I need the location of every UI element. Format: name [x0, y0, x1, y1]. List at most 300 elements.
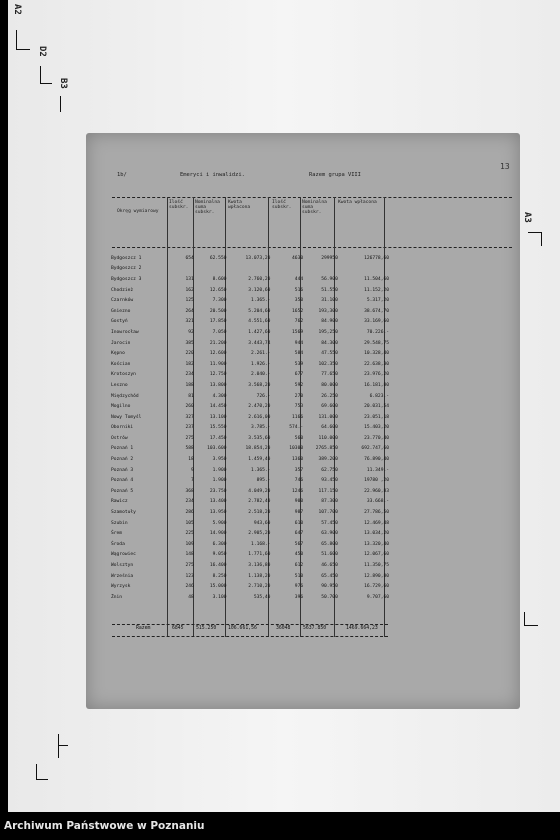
column-count-total: Ilość subskr.	[272, 200, 292, 210]
value-cell: 1246	[292, 488, 304, 494]
table-row	[110, 391, 390, 402]
value-cell: 220	[185, 351, 194, 357]
value-cell: 11.349.-	[366, 467, 389, 473]
value-cell: 33.169,60	[364, 319, 389, 325]
value-cell: 567	[294, 541, 304, 547]
value-cell: 1.771,60	[248, 552, 271, 558]
value-cell: 357	[294, 467, 304, 473]
district-cell: Jarocin	[111, 340, 131, 346]
value-cell: 50.700	[321, 594, 338, 600]
value-cell: 2.261.-	[251, 351, 271, 357]
value-cell	[168, 264, 195, 275]
table-row	[110, 444, 390, 455]
value-cell: 592	[294, 382, 304, 388]
value-cell: 63.900	[321, 531, 338, 537]
district-cell: Inowrocław	[111, 329, 139, 335]
district-cell: Czarnków	[111, 298, 134, 304]
value-cell: 1569	[292, 329, 304, 335]
section-title: Emeryci i inwalidzi.	[180, 172, 245, 178]
value-cell: 1.365.-	[251, 467, 271, 473]
value-cell: 2.518,20	[248, 510, 271, 516]
table-row	[110, 317, 390, 328]
value-cell: 93.450	[321, 478, 338, 484]
value-cell: 125	[185, 298, 194, 304]
value-cell: 610	[294, 520, 304, 526]
value-cell: 275	[185, 563, 194, 569]
value-cell: 8.250	[212, 573, 227, 579]
value-cell: 13.400	[209, 499, 227, 505]
value-cell: 11.350,75	[364, 563, 389, 569]
value-cell	[227, 264, 271, 275]
value-cell: 123	[185, 573, 194, 579]
value-cell: 4.049,20	[248, 488, 271, 494]
value-cell: 80.000	[321, 382, 338, 388]
value-cell: 7.050	[212, 329, 227, 335]
value-cell: 148	[185, 552, 194, 558]
value-cell: 17.850	[209, 319, 227, 325]
table-row	[110, 348, 390, 359]
district-cell: Gniezno	[111, 308, 131, 314]
crop-mark	[58, 745, 68, 746]
value-cell: 117.150	[318, 488, 338, 494]
total-bottom-rule	[112, 636, 388, 637]
value-cell: 105	[185, 520, 194, 526]
value-cell: 15.403,20	[364, 425, 389, 431]
value-cell: 692.747,60	[361, 446, 389, 452]
value-cell: 539	[294, 361, 304, 367]
value-cell: 90.950	[321, 584, 338, 590]
crop-mark	[16, 49, 30, 50]
total-count: 6845	[172, 626, 184, 631]
district-cell: Międzychód	[111, 393, 139, 399]
value-cell: 2765.850	[315, 446, 338, 452]
value-cell: 70.226.-	[366, 329, 389, 335]
value-cell: 3.568,20	[248, 382, 271, 388]
value-cell: 11.152,20	[364, 287, 389, 293]
value-cell: 62.750	[321, 467, 338, 473]
table-row	[110, 465, 390, 476]
district-cell: Środa	[111, 541, 125, 547]
district-cell: Poznań 5	[111, 488, 134, 494]
table-row	[110, 338, 390, 349]
value-cell: 16.729,60	[364, 584, 389, 590]
value-cell: 8.600	[212, 276, 227, 282]
value-cell: 109	[185, 541, 194, 547]
value-cell: 5.900	[212, 520, 227, 526]
value-cell: 389.200	[318, 457, 338, 463]
value-cell: 450	[294, 552, 304, 558]
value-cell: 27.786,50	[364, 510, 389, 516]
value-cell: 1.900	[212, 478, 227, 484]
value-cell: 396	[294, 594, 304, 600]
value-cell: 746	[294, 478, 304, 484]
value-cell: 13.320,40	[364, 541, 389, 547]
district-cell: Bydgoszcz 1	[111, 255, 142, 261]
value-cell: 6.823.-	[369, 393, 389, 399]
value-cell: 6.300	[212, 541, 227, 547]
value-cell: 234	[185, 372, 194, 378]
value-cell: 51.600	[321, 552, 338, 558]
district-cell: Nowy Tomyśl	[111, 414, 142, 420]
value-cell: 1652	[292, 308, 304, 314]
value-cell: 14.900	[209, 531, 227, 537]
value-cell: 264	[185, 308, 194, 314]
table-row	[110, 581, 390, 592]
value-cell: 20.500	[209, 308, 227, 314]
value-cell: 26.250	[321, 393, 338, 399]
value-cell: 57.450	[321, 520, 338, 526]
value-cell: 65.800	[321, 541, 338, 547]
value-cell: 15.550	[209, 425, 227, 431]
value-cell: 286	[185, 510, 194, 516]
value-cell: 7.300	[212, 298, 227, 304]
total-count-all: 36048	[276, 626, 291, 631]
crop-mark	[60, 96, 61, 112]
value-cell: 1.427,60	[248, 329, 271, 335]
value-cell: 84.300	[321, 340, 338, 346]
table-row	[110, 253, 390, 264]
value-cell: 38.674,70	[364, 308, 389, 314]
column-nominal-sum: Nominalna suma subskr.	[195, 200, 220, 215]
value-cell: 368	[185, 488, 194, 494]
district-cell: Poznań 4	[111, 478, 134, 484]
value-cell: 1.900	[212, 467, 227, 473]
value-cell: 65.450	[321, 573, 338, 579]
value-cell: 13.100	[209, 414, 227, 420]
value-cell: 4630	[292, 255, 304, 261]
value-cell: 2.710,20	[248, 584, 271, 590]
value-cell: 3.136,80	[248, 563, 271, 569]
table-row	[110, 518, 390, 529]
value-cell: 2.782,40	[248, 499, 271, 505]
value-cell	[271, 264, 304, 275]
district-cell: Bydgoszcz 2	[111, 266, 142, 272]
value-cell: 9.707,60	[366, 594, 389, 600]
total-paid-amount: 106.661,56	[228, 626, 257, 631]
value-cell: 976	[294, 584, 304, 590]
value-cell: 275	[185, 435, 194, 441]
district-cell: Kępno	[111, 351, 125, 357]
value-cell: 1.926.-	[251, 361, 271, 367]
district-cell: Poznań 1	[111, 446, 134, 452]
value-cell: 12.600	[209, 351, 227, 357]
table-row	[110, 264, 390, 275]
table-row	[110, 359, 390, 370]
value-cell: 76.890,40	[364, 457, 389, 463]
table-row	[110, 528, 390, 539]
value-cell: 64.600	[321, 425, 338, 431]
district-cell: Wolsztyn	[111, 563, 134, 569]
value-cell	[339, 264, 390, 275]
value-cell: 69.600	[321, 404, 338, 410]
value-cell: 1166	[292, 414, 304, 420]
value-cell: 900	[294, 499, 304, 505]
table-row	[110, 370, 390, 381]
crop-mark	[541, 232, 542, 246]
value-cell: 103.600	[207, 446, 227, 452]
value-cell: 10300	[289, 446, 304, 452]
total-label: Razem	[136, 626, 151, 631]
value-cell: 4.300	[212, 393, 227, 399]
value-cell: 23.051,18	[364, 414, 389, 420]
value-cell: 162	[185, 287, 194, 293]
header-bottom-rule	[112, 247, 512, 248]
district-cell: Poznań 3	[111, 467, 134, 473]
district-cell: Wągrowiec	[111, 552, 136, 558]
value-cell: 350	[294, 298, 304, 304]
district-cell: Rawicz	[111, 499, 128, 505]
district-cell: Poznań 2	[111, 457, 134, 463]
value-cell: 12.469,48	[364, 520, 389, 526]
value-cell: 131	[185, 276, 194, 282]
value-cell: 23.750	[209, 488, 227, 494]
value-cell: 246	[185, 584, 194, 590]
value-cell: 18.854,20	[245, 446, 271, 452]
value-cell: 1.365.-	[251, 298, 271, 304]
value-cell: 18	[188, 457, 194, 463]
district-cell: Mogilno	[111, 404, 131, 410]
table-row	[110, 401, 390, 412]
district-cell: Ostrów	[111, 435, 128, 441]
value-cell: 21.200	[209, 340, 227, 346]
group-title: Razem grupa VIII	[309, 172, 361, 178]
district-cell: Żnin	[111, 594, 123, 600]
district-cell: Września	[111, 573, 134, 579]
value-cell: 22.638,30	[364, 361, 389, 367]
value-cell: 510	[294, 573, 304, 579]
value-cell: 535,40	[253, 594, 271, 600]
value-cell: 762	[294, 319, 304, 325]
value-cell: 588	[185, 446, 194, 452]
value-cell: 4.551,60	[248, 319, 271, 325]
district-cell: Szamotuły	[111, 510, 136, 516]
table-row	[110, 592, 390, 603]
value-cell: 9.050	[212, 552, 227, 558]
value-cell: 943,60	[253, 520, 271, 526]
district-cell: Śrem	[111, 531, 123, 537]
crop-mark	[528, 232, 542, 233]
district-cell: Wyrzysk	[111, 584, 131, 590]
crop-mark	[524, 625, 538, 626]
value-cell: 92	[188, 329, 194, 335]
value-cell: 15.000	[209, 584, 227, 590]
table-row	[110, 497, 390, 508]
value-cell: 188	[185, 382, 194, 388]
table-row	[110, 306, 390, 317]
value-cell: 13.950	[209, 510, 227, 516]
value-cell: 22.960,83	[364, 488, 389, 494]
value-cell: 126778,60	[364, 255, 389, 261]
value-cell: 1360	[292, 457, 304, 463]
section-number: 1b/	[117, 172, 127, 178]
value-cell: 327	[185, 414, 194, 420]
value-cell: 13.034,20	[364, 531, 389, 537]
value-cell: 87.300	[321, 499, 338, 505]
district-cell: Gostyń	[111, 319, 128, 325]
archive-marker-a2: A2	[12, 4, 22, 15]
value-cell: 29.548,75	[364, 340, 389, 346]
table-row	[110, 327, 390, 338]
value-cell: 81	[188, 393, 194, 399]
district-cell: Kościan	[111, 361, 131, 367]
value-cell: 225	[185, 531, 194, 537]
table-row	[110, 274, 390, 285]
table-row	[110, 560, 390, 571]
value-cell: 7	[191, 478, 194, 484]
column-paid-amount: Kwota wpłacona	[228, 200, 251, 210]
district-cell: Krotoszyn	[111, 372, 136, 378]
value-cell: 574.-	[289, 425, 304, 431]
value-cell: 12.750	[209, 372, 227, 378]
value-cell: 2.470,20	[248, 404, 271, 410]
data-table	[110, 253, 390, 603]
table-row	[110, 539, 390, 550]
district-cell: Bydgoszcz 3	[111, 276, 142, 282]
value-cell: 77.650	[321, 372, 338, 378]
value-cell: 3.120,60	[248, 287, 271, 293]
value-cell: 193,300	[318, 308, 338, 314]
value-cell: 2.760,20	[248, 276, 271, 282]
table-row	[110, 433, 390, 444]
value-cell: 385	[185, 340, 194, 346]
table-row	[110, 380, 390, 391]
value-cell: 23.976,20	[364, 372, 389, 378]
value-cell: 9	[191, 467, 194, 473]
total-nominal-sum-all: 5637.850	[303, 626, 327, 631]
value-cell: 726.-	[256, 393, 271, 399]
value-cell: 19780 ,20	[364, 478, 389, 484]
column-count: Ilość subskr.	[169, 200, 189, 210]
district-cell: Oborniki	[111, 425, 134, 431]
value-cell: 10.328,40	[364, 351, 389, 357]
table-row	[110, 295, 390, 306]
total-rule	[112, 624, 388, 625]
value-cell: 612	[294, 563, 304, 569]
crop-mark	[40, 83, 52, 84]
value-cell: 107.700	[318, 510, 338, 516]
table-row	[110, 486, 390, 497]
value-cell: 560	[294, 435, 304, 441]
value-cell: 131.000	[318, 414, 338, 420]
value-cell: 895.-	[256, 478, 271, 484]
table-row	[110, 412, 390, 423]
value-cell	[195, 264, 228, 275]
value-cell: 195,250	[318, 329, 338, 335]
table-row	[110, 571, 390, 582]
value-cell: 11.504,60	[364, 276, 389, 282]
archive-marker-b3: B3	[58, 78, 68, 89]
value-cell: 47.550	[321, 351, 338, 357]
value-cell: 647	[294, 531, 304, 537]
value-cell: 444	[294, 276, 304, 282]
value-cell: 3.100	[212, 594, 227, 600]
value-cell: 2.040.-	[251, 372, 271, 378]
table-row	[110, 423, 390, 434]
value-cell: 13.800	[209, 382, 227, 388]
table-row	[110, 550, 390, 561]
value-cell: 299950	[321, 255, 338, 261]
value-cell	[304, 264, 339, 275]
header-top-rule	[112, 197, 512, 198]
value-cell: 110.000	[318, 435, 338, 441]
value-cell: 987	[294, 510, 304, 516]
value-cell: 46.650	[321, 563, 338, 569]
value-cell: 516	[294, 287, 304, 293]
table-row	[110, 454, 390, 465]
table-row	[110, 285, 390, 296]
value-cell: 11.900	[209, 361, 227, 367]
column-paid-amount-total: Kwota wpłacona	[338, 200, 377, 205]
value-cell: 102.350	[318, 361, 338, 367]
value-cell: 5.317,20	[366, 298, 389, 304]
value-cell: 182	[185, 361, 194, 367]
crop-mark	[36, 764, 37, 780]
value-cell: 23.770,40	[364, 435, 389, 441]
crop-mark	[16, 30, 17, 50]
value-cell: 2.905,20	[248, 531, 271, 537]
page-number: 13	[500, 162, 510, 171]
value-cell: 12.067,60	[364, 552, 389, 558]
value-cell: 12.650	[209, 287, 227, 293]
value-cell: 48	[188, 594, 194, 600]
value-cell: 1.138,20	[248, 573, 271, 579]
value-cell: 321	[185, 319, 194, 325]
value-cell: 33.668.-	[366, 499, 389, 505]
value-cell: 62.550	[209, 255, 227, 261]
value-cell: 5.204,60	[248, 308, 271, 314]
total-nominal-sum: 515.250	[196, 626, 217, 631]
value-cell: 12.890,80	[364, 573, 389, 579]
value-cell: 677	[294, 372, 304, 378]
crop-mark	[36, 779, 48, 780]
value-cell: 17.450	[209, 435, 227, 441]
value-cell: 237	[185, 425, 194, 431]
column-nominal-sum-total: Nominalna suma subskr.	[302, 200, 327, 215]
value-cell: 234	[185, 499, 194, 505]
value-cell: 3.443,74	[248, 340, 271, 346]
value-cell: 13.073,20	[245, 255, 271, 261]
value-cell: 16.181,80	[364, 382, 389, 388]
value-cell: 1.168.-	[251, 541, 271, 547]
value-cell: 84.900	[321, 319, 338, 325]
district-cell: Leszno	[111, 382, 128, 388]
value-cell: 2.616,00	[248, 414, 271, 420]
archive-marker-d2: D2	[37, 46, 47, 57]
archive-marker-a3: A3	[522, 212, 532, 223]
value-cell: 56.900	[321, 276, 338, 282]
value-cell: 1.459,40	[248, 457, 271, 463]
value-cell: 260	[185, 404, 194, 410]
value-cell: 14.450	[209, 404, 227, 410]
district-cell: Szubin	[111, 520, 128, 526]
table-row	[110, 507, 390, 518]
crop-mark	[524, 612, 525, 626]
crop-mark	[40, 66, 41, 84]
value-cell: 31.100	[321, 298, 338, 304]
value-cell: 3.950	[212, 457, 227, 463]
total-paid-amount-all: 1469.664,23	[346, 626, 378, 631]
table-row	[110, 475, 390, 486]
value-cell: 3.535,60	[248, 435, 271, 441]
value-cell: 270	[294, 393, 304, 399]
value-cell: 20.031,54	[364, 404, 389, 410]
archive-footer: Archiwum Państwowe w Poznaniu	[0, 812, 560, 840]
value-cell: 654	[185, 255, 194, 261]
value-cell: 944	[294, 340, 304, 346]
value-cell: 3.785.-	[251, 425, 271, 431]
value-cell: 753	[294, 404, 304, 410]
value-cell: 16.400	[209, 563, 227, 569]
